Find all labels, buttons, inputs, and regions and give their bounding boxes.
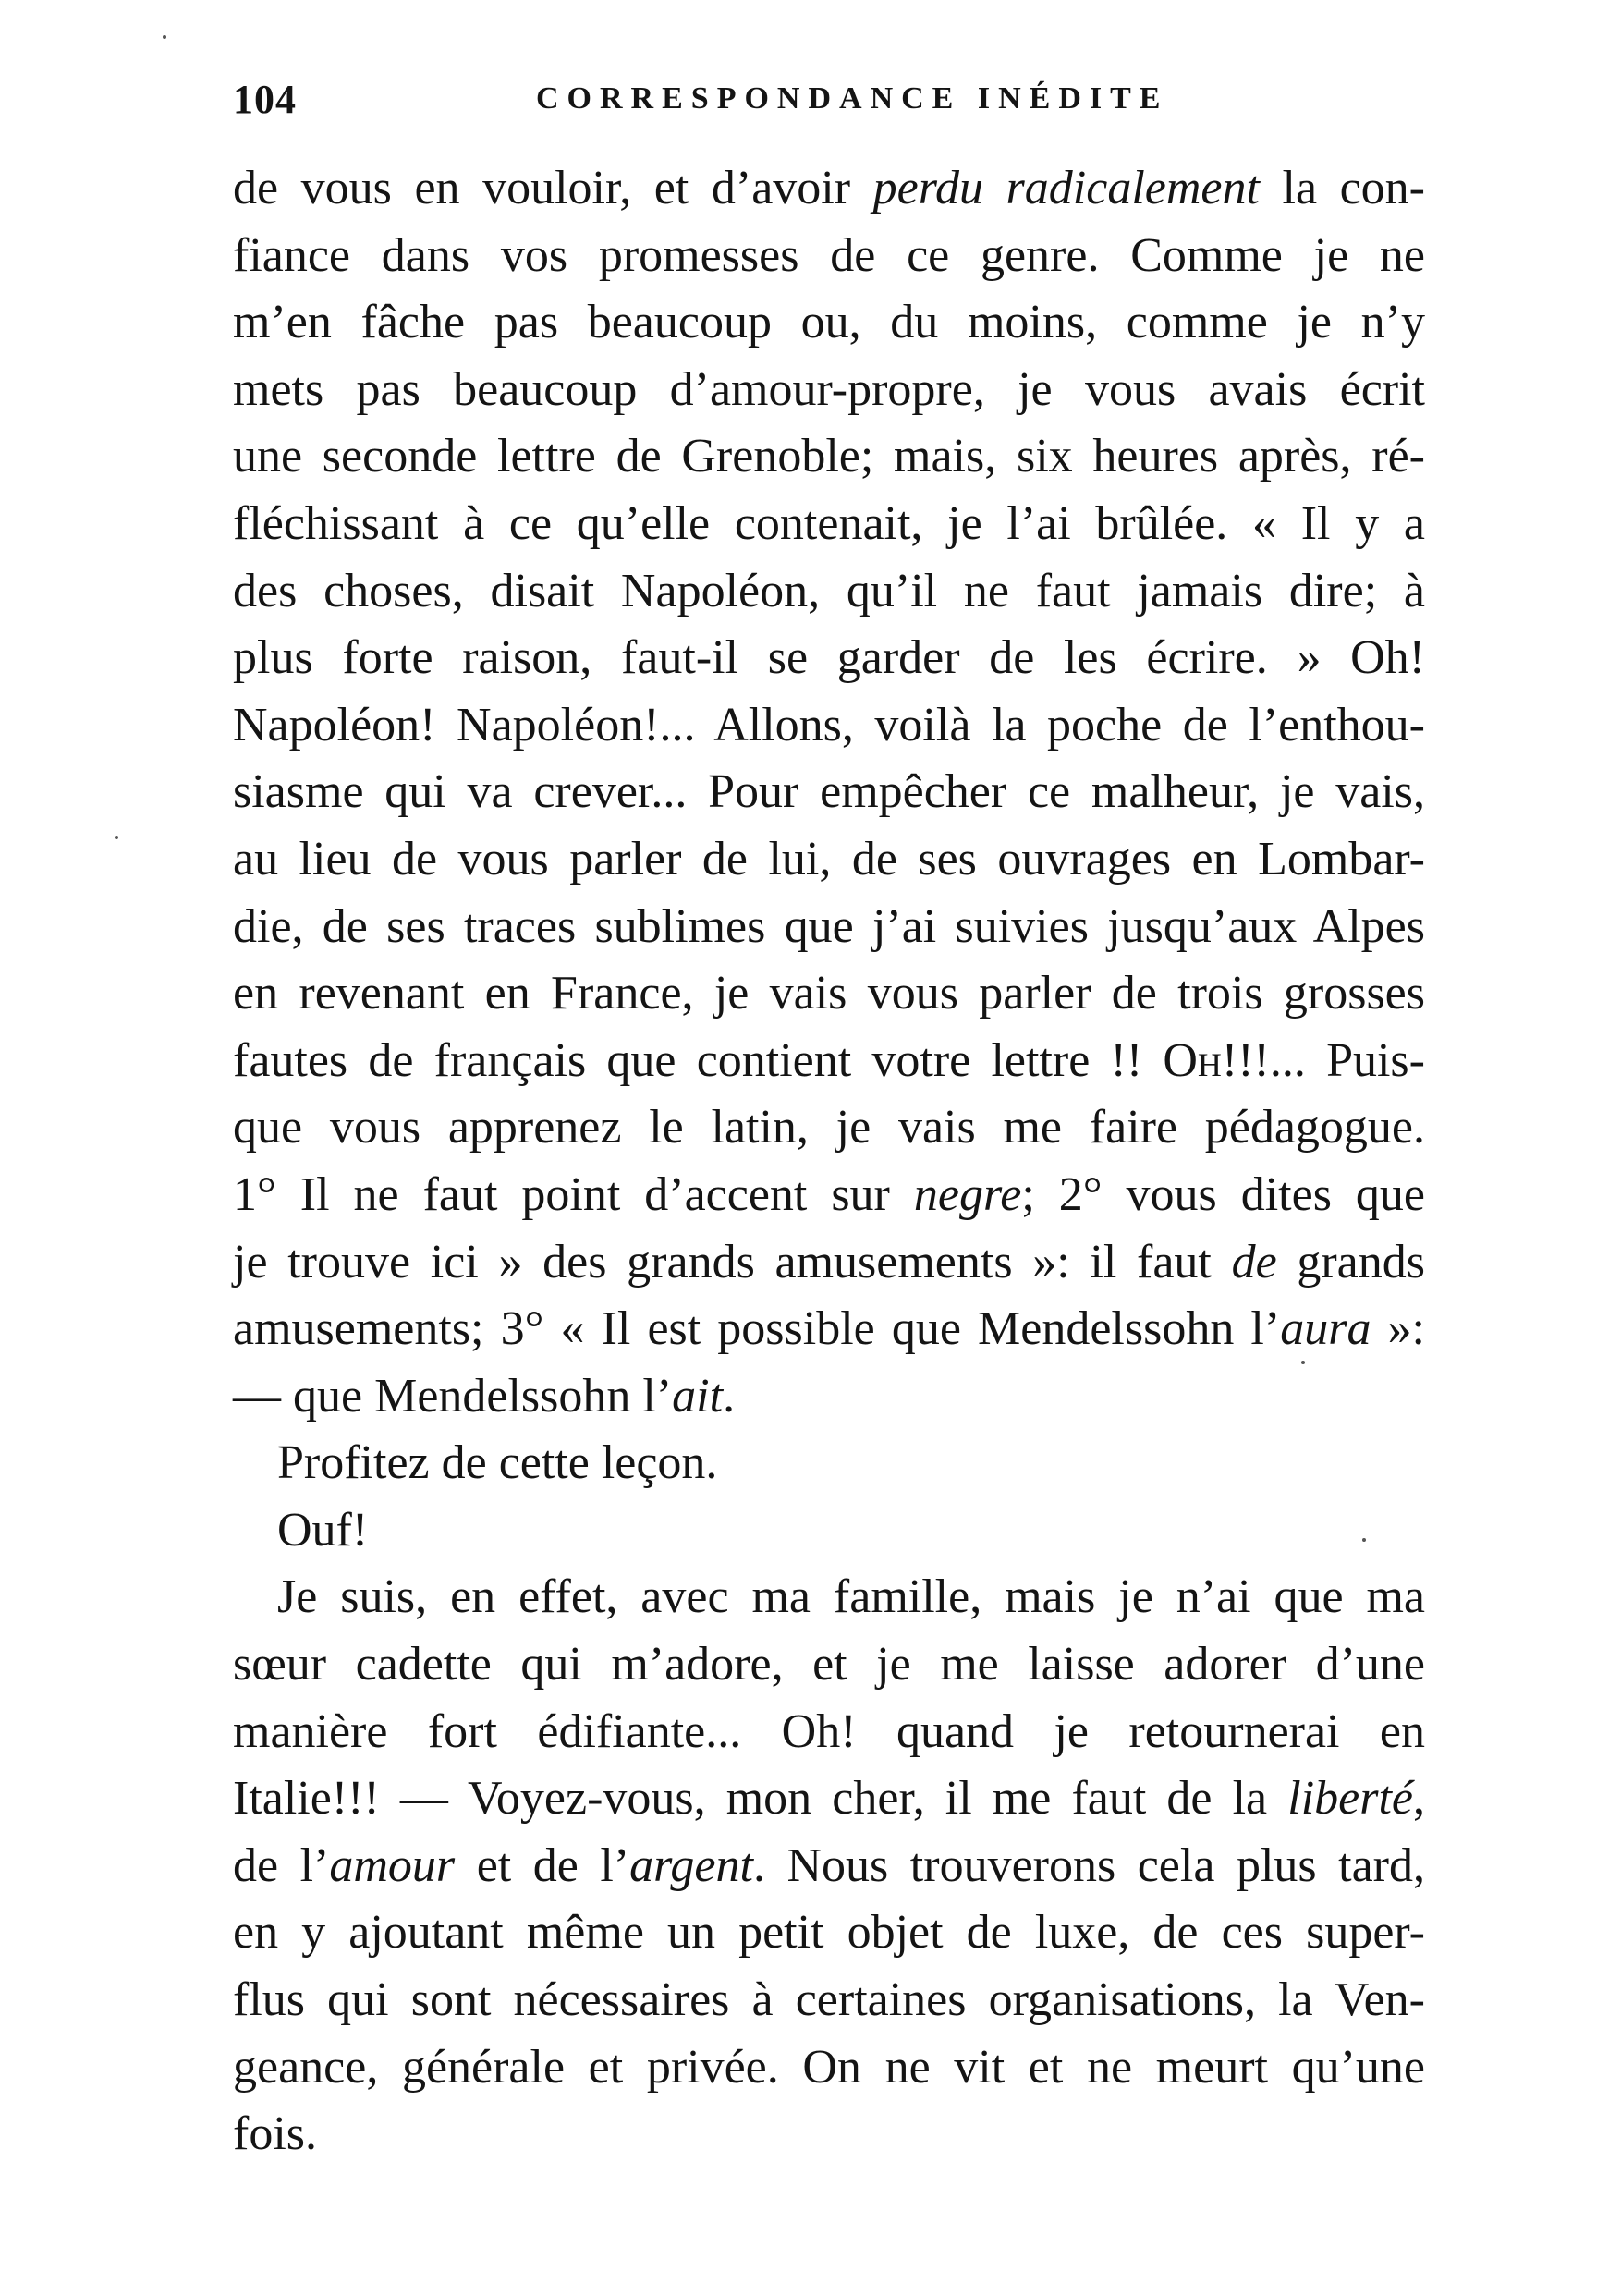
text-line: Profitez de cette leçon. bbox=[277, 1436, 718, 1490]
text-line: je trouve ici » des grands amusements »: il faut de grands bbox=[233, 1235, 1425, 1288]
scan-speck bbox=[163, 35, 166, 39]
text-line: Ouf! bbox=[277, 1503, 369, 1557]
text-line: — que Mendelssohn l’ait. bbox=[233, 1369, 736, 1423]
page-header bbox=[233, 76, 1425, 131]
page-number: 104 bbox=[233, 77, 297, 122]
text-line: fautes de français que contient votre lettre !! Oh!!!... Puis- bbox=[233, 1033, 1425, 1087]
text-line: au lieu de vous parler de lui, de ses ouvrages en Lombar- bbox=[233, 832, 1425, 885]
scan-speck bbox=[1301, 1361, 1305, 1364]
text-line: amusements; 3° « Il est possible que Mendelssohn l’aura »: bbox=[233, 1302, 1425, 1356]
text-line: des choses, disait Napoléon, qu’il ne faut jamais dire; à bbox=[233, 564, 1425, 617]
text-line: geance, générale et privée. On ne vit et ne meurt qu’une bbox=[233, 2040, 1425, 2094]
text-line: de l’amour et de l’argent. Nous trouverons cela plus tard, bbox=[233, 1838, 1425, 1892]
text-line: Je suis, en effet, avec ma famille, mais je n’ai que ma bbox=[277, 1570, 1425, 1624]
text-line: en y ajoutant même un petit objet de luxe, de ces super- bbox=[233, 1906, 1425, 1960]
text-line: siasme qui va crever... Pour empêcher ce malheur, je vais, bbox=[233, 765, 1425, 819]
text-line: que vous apprenez le latin, je vais me faire pédagogue. bbox=[233, 1101, 1425, 1154]
text-line: Napoléon! Napoléon!... Allons, voilà la poche de l’enthou- bbox=[233, 698, 1425, 751]
text-line: plus forte raison, faut-il se garder de les écrire. » Oh! bbox=[233, 631, 1425, 685]
text-line: m’en fâche pas beaucoup ou, du moins, comme je n’y bbox=[233, 296, 1425, 349]
running-title: CORRESPONDANCE INÉDITE bbox=[536, 81, 1169, 116]
letter-text bbox=[233, 155, 1425, 2168]
text-line: fiance dans vos promesses de ce genre. Comme je ne bbox=[233, 228, 1425, 282]
text-line: de vous en vouloir, et d’avoir perdu radicalement la con- bbox=[233, 162, 1425, 214]
text-line: die, de ses traces sublimes que j’ai suivies jusqu’aux Alpes bbox=[233, 899, 1425, 953]
text-line: sœur cadette qui m’adore, et je me laisse adorer d’une bbox=[233, 1638, 1425, 1691]
text-line: fois. bbox=[233, 2107, 317, 2161]
text-line: flus qui sont nécessaires à certaines organisations, la Ven- bbox=[233, 1973, 1425, 2027]
text-line: Italie!!! — Voyez-vous, mon cher, il me faut de la liberté, bbox=[233, 1772, 1425, 1826]
scan-speck bbox=[1362, 1538, 1366, 1542]
text-line: fléchissant à ce qu’elle contenait, je l’ai brûlée. « Il y a bbox=[233, 496, 1425, 550]
scan-speck bbox=[115, 836, 118, 839]
text-line: 1° Il ne faut point d’accent sur negre; 2° vous dites que bbox=[233, 1167, 1426, 1221]
text-line: en revenant en France, je vais vous parler de trois grosses bbox=[233, 967, 1425, 1020]
text-line: mets pas beaucoup d’amour-propre, je vous avais écrit bbox=[233, 362, 1425, 416]
text-line: manière fort édifiante... Oh! quand je retournerai en bbox=[233, 1704, 1425, 1758]
text-line: une seconde lettre de Grenoble; mais, six heures après, ré- bbox=[233, 430, 1425, 483]
